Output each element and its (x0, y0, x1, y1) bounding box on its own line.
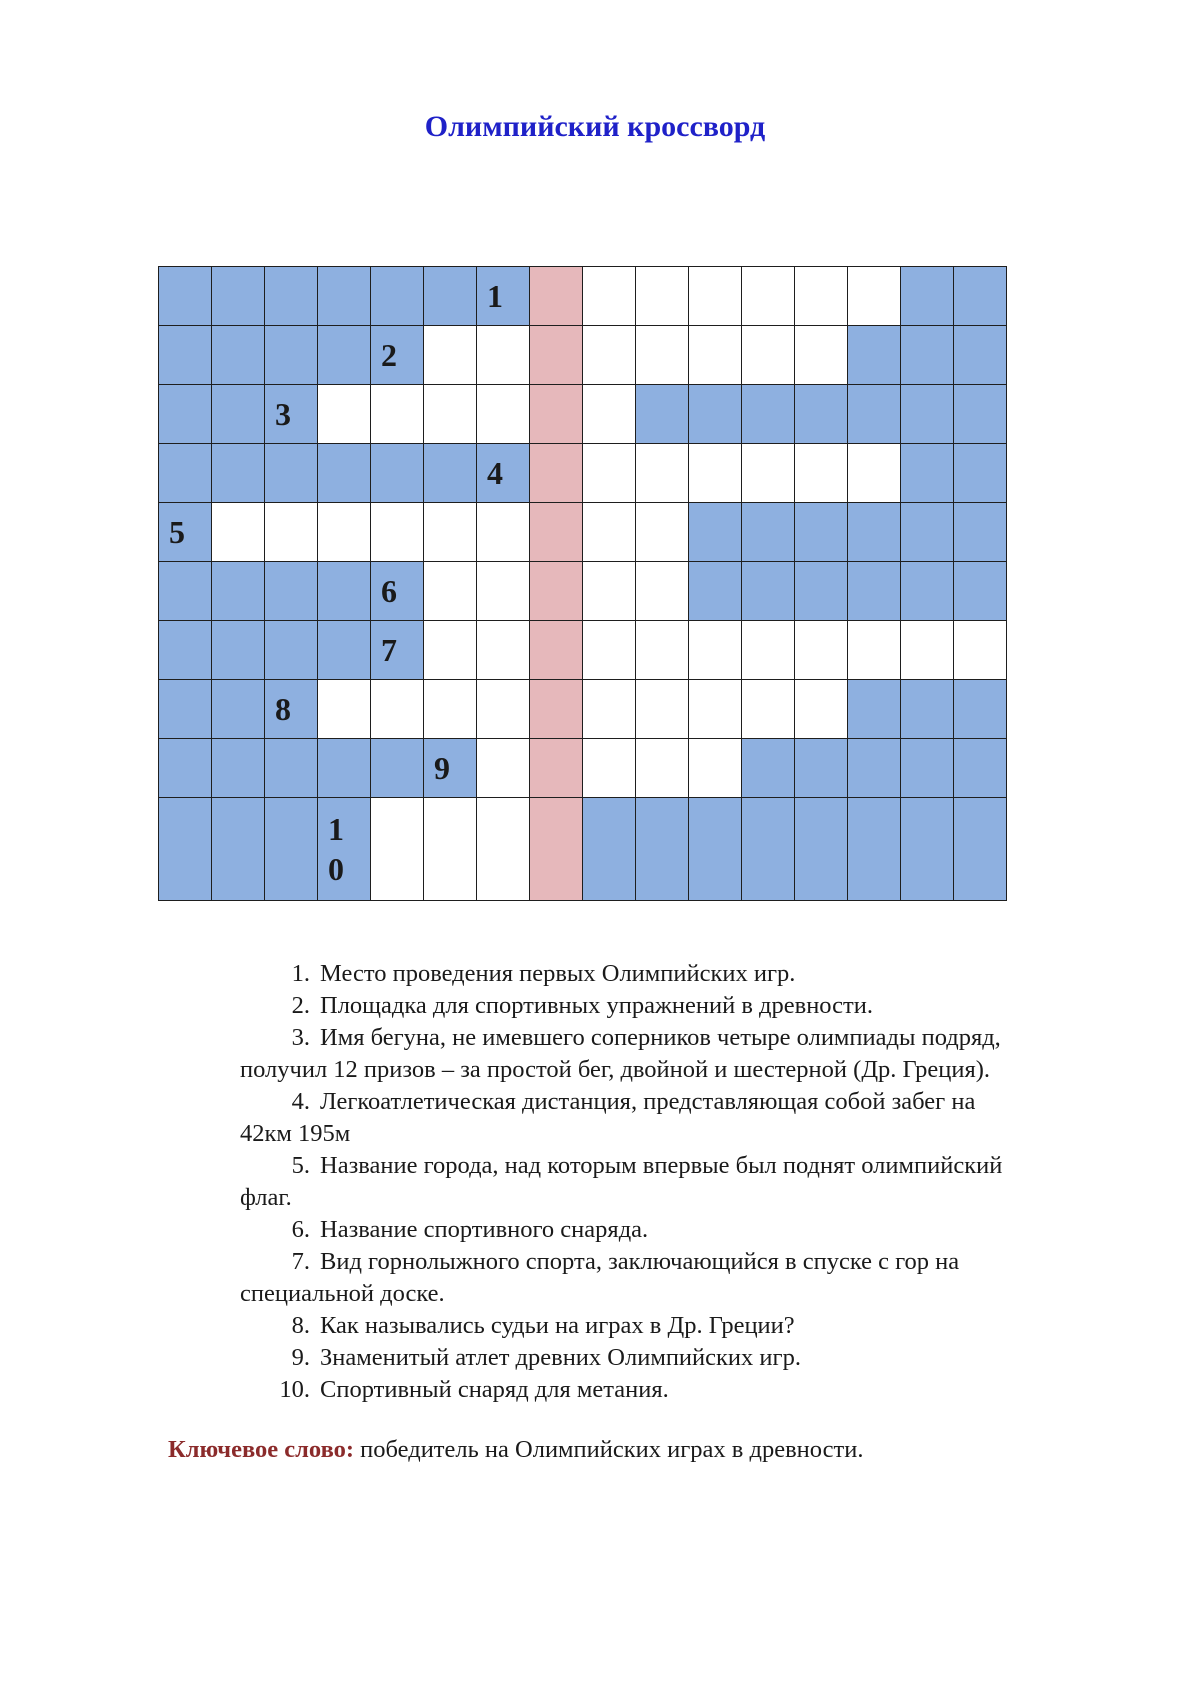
keyword-cell (530, 385, 583, 444)
keyword-cell (530, 680, 583, 739)
blank-cell (371, 444, 424, 503)
blank-cell (265, 326, 318, 385)
answer-cell (424, 385, 477, 444)
clue-number-cell (318, 798, 371, 901)
keyword-cell (530, 621, 583, 680)
blank-cell (901, 385, 954, 444)
blank-cell (689, 798, 742, 901)
answer-cell (265, 503, 318, 562)
blank-cell (689, 503, 742, 562)
blank-cell (848, 385, 901, 444)
blank-cell (901, 562, 954, 621)
answer-cell (477, 621, 530, 680)
grid-row (159, 385, 1007, 444)
answer-cell (424, 562, 477, 621)
answer-cell (424, 503, 477, 562)
answer-cell (742, 444, 795, 503)
clue-item-text: Название города, над которым впервые был поднят олимпийский (320, 1152, 1003, 1179)
answer-cell (742, 267, 795, 326)
grid-row (159, 326, 1007, 385)
clue-item (240, 958, 1100, 990)
blank-cell (265, 621, 318, 680)
clue-number: 4 (487, 455, 503, 491)
blank-cell (901, 680, 954, 739)
blank-cell (318, 739, 371, 798)
blank-cell (795, 562, 848, 621)
blank-cell (371, 267, 424, 326)
answer-cell (477, 326, 530, 385)
blank-cell (954, 798, 1007, 901)
keyword-cell (530, 739, 583, 798)
blank-cell (212, 267, 265, 326)
clue-number: 3 (275, 396, 291, 432)
clue-number: 0 (328, 851, 344, 887)
blank-cell (636, 798, 689, 901)
clue-item (240, 1150, 1100, 1182)
blank-cell (318, 621, 371, 680)
answer-cell (583, 267, 636, 326)
answer-cell (636, 503, 689, 562)
grid-row (159, 503, 1007, 562)
blank-cell (689, 562, 742, 621)
clue-item (240, 1246, 1100, 1278)
clue-number-cell (477, 444, 530, 503)
answer-cell (583, 326, 636, 385)
answer-cell (371, 385, 424, 444)
blank-cell (848, 798, 901, 901)
answer-cell (689, 326, 742, 385)
blank-cell (795, 385, 848, 444)
answer-cell (636, 267, 689, 326)
answer-cell (477, 385, 530, 444)
blank-cell (954, 326, 1007, 385)
clue-item (240, 1342, 1100, 1374)
clue-number: 6 (381, 573, 397, 609)
answer-cell (371, 503, 424, 562)
keyword-cell (530, 562, 583, 621)
blank-cell (689, 385, 742, 444)
answer-cell (795, 444, 848, 503)
clue-item-number: 1. (291, 960, 310, 987)
answer-cell (371, 680, 424, 739)
answer-cell (636, 562, 689, 621)
answer-cell (424, 621, 477, 680)
clue-item-continuation: флаг. (240, 1184, 292, 1211)
keyword-label: Ключевое слово: (168, 1436, 355, 1463)
blank-cell (954, 562, 1007, 621)
answer-cell (795, 680, 848, 739)
answer-cell (954, 621, 1007, 680)
keyword-text: победитель на Олимпийских играх в древности. (354, 1436, 864, 1463)
clue-number-cell (477, 267, 530, 326)
answer-cell (795, 621, 848, 680)
clue-item (240, 1022, 1100, 1054)
clue-item-text: Место проведения первых Олимпийских игр. (320, 960, 796, 987)
answer-cell (212, 503, 265, 562)
blank-cell (318, 562, 371, 621)
answer-cell (583, 444, 636, 503)
blank-cell (318, 267, 371, 326)
blank-cell (848, 739, 901, 798)
clue-item-number: 2. (291, 992, 310, 1019)
clue-item (240, 1214, 1100, 1246)
answer-cell (848, 267, 901, 326)
answer-cell (583, 739, 636, 798)
clue-item-number: 4. (291, 1088, 310, 1115)
blank-cell (159, 385, 212, 444)
answer-cell (742, 680, 795, 739)
answer-cell (689, 444, 742, 503)
clue-item (240, 1374, 1100, 1406)
blank-cell (212, 798, 265, 901)
keyword-cell (530, 798, 583, 901)
clue-item-number: 8. (291, 1312, 310, 1339)
keyword-line (168, 1436, 863, 1464)
blank-cell (212, 444, 265, 503)
clue-number: 1 (487, 278, 503, 314)
blank-cell (212, 562, 265, 621)
blank-cell (424, 444, 477, 503)
answer-cell (583, 562, 636, 621)
blank-cell (954, 444, 1007, 503)
grid-row (159, 798, 1007, 901)
clue-number: 9 (434, 750, 450, 786)
answer-cell (636, 444, 689, 503)
clue-item-text: Название спортивного снаряда. (320, 1216, 649, 1243)
blank-cell (742, 798, 795, 901)
clue-item-continuation: специальной доске. (240, 1280, 445, 1307)
answer-cell (848, 444, 901, 503)
blank-cell (212, 326, 265, 385)
grid-row (159, 680, 1007, 739)
blank-cell (159, 739, 212, 798)
clue-item-number: 5. (291, 1152, 310, 1179)
answer-cell (371, 798, 424, 901)
blank-cell (742, 562, 795, 621)
blank-cell (212, 385, 265, 444)
clue-item-number: 3. (291, 1024, 310, 1051)
clue-number: 2 (381, 337, 397, 373)
clue-item (240, 1310, 1100, 1342)
answer-cell (689, 680, 742, 739)
keyword-cell (530, 267, 583, 326)
blank-cell (159, 562, 212, 621)
answer-cell (689, 739, 742, 798)
answer-cell (477, 798, 530, 901)
blank-cell (901, 739, 954, 798)
clue-number-cell (371, 562, 424, 621)
answer-cell (583, 680, 636, 739)
blank-cell (901, 444, 954, 503)
blank-cell (159, 621, 212, 680)
blank-cell (954, 680, 1007, 739)
blank-cell (848, 503, 901, 562)
clue-number-cell (371, 326, 424, 385)
grid-row (159, 444, 1007, 503)
answer-cell (583, 621, 636, 680)
clue-item (240, 990, 1100, 1022)
clue-number-cell (159, 503, 212, 562)
clue-item (240, 1086, 1100, 1118)
blank-cell (901, 326, 954, 385)
answer-cell (583, 503, 636, 562)
clue-item-continuation: получил 12 призов – за простой бег, двойной и шестерной (Др. Греция). (240, 1056, 991, 1083)
answer-cell (901, 621, 954, 680)
answer-cell (689, 621, 742, 680)
blank-cell (901, 503, 954, 562)
answer-cell (636, 621, 689, 680)
blank-cell (583, 798, 636, 901)
answer-cell (424, 798, 477, 901)
keyword-cell (530, 326, 583, 385)
answer-cell (636, 326, 689, 385)
blank-cell (318, 326, 371, 385)
blank-cell (901, 267, 954, 326)
answer-cell (424, 326, 477, 385)
clue-number: 1 (328, 811, 344, 847)
blank-cell (954, 267, 1007, 326)
grid-row (159, 562, 1007, 621)
keyword-cell (530, 444, 583, 503)
crossword-grid (158, 266, 1007, 901)
clue-number: 7 (381, 632, 397, 668)
clue-number-cell (265, 680, 318, 739)
blank-cell (265, 267, 318, 326)
clue-item-text: Вид горнолыжного спорта, заключающийся в спуске с гор на (320, 1248, 960, 1275)
answer-cell (477, 680, 530, 739)
answer-cell (477, 503, 530, 562)
keyword-cell (530, 503, 583, 562)
clue-item-text: Площадка для спортивных упражнений в древности. (320, 992, 873, 1019)
clue-item-text: Спортивный снаряд для метания. (320, 1376, 669, 1403)
clue-item-number: 6. (291, 1216, 310, 1243)
blank-cell (265, 562, 318, 621)
blank-cell (636, 385, 689, 444)
clue-item-text: Как назывались судьи на играх в Др. Греции? (320, 1312, 795, 1339)
answer-cell (636, 739, 689, 798)
blank-cell (848, 680, 901, 739)
answer-cell (795, 267, 848, 326)
answer-cell (848, 621, 901, 680)
clue-item-text: Знаменитый атлет древних Олимпийских игр. (320, 1344, 801, 1371)
clue-number-cell (424, 739, 477, 798)
blank-cell (424, 267, 477, 326)
clue-item-number: 10. (279, 1376, 310, 1403)
blank-cell (159, 326, 212, 385)
answer-cell (318, 385, 371, 444)
blank-cell (159, 444, 212, 503)
clue-item-text: Легкоатлетическая дистанция, представляющая собой забег на (320, 1088, 976, 1115)
blank-cell (159, 267, 212, 326)
blank-cell (265, 739, 318, 798)
clue-item-number: 7. (291, 1248, 310, 1275)
blank-cell (795, 503, 848, 562)
clue-list (240, 958, 1100, 1406)
blank-cell (212, 621, 265, 680)
clue-item-number: 9. (291, 1344, 310, 1371)
blank-cell (371, 739, 424, 798)
clue-item-text: Имя бегуна, не имевшего соперников четыре олимпиады подряд, (320, 1024, 1001, 1051)
answer-cell (742, 621, 795, 680)
grid-row (159, 739, 1007, 798)
answer-cell (477, 562, 530, 621)
answer-cell (318, 503, 371, 562)
blank-cell (318, 444, 371, 503)
grid-row (159, 621, 1007, 680)
blank-cell (795, 739, 848, 798)
blank-cell (954, 503, 1007, 562)
blank-cell (212, 739, 265, 798)
clue-item-continuation: 42км 195м (240, 1120, 351, 1147)
answer-cell (636, 680, 689, 739)
blank-cell (212, 680, 265, 739)
blank-cell (954, 385, 1007, 444)
blank-cell (742, 739, 795, 798)
clue-number-cell (371, 621, 424, 680)
grid-row (159, 267, 1007, 326)
answer-cell (583, 385, 636, 444)
answer-cell (318, 680, 371, 739)
answer-cell (742, 326, 795, 385)
blank-cell (848, 562, 901, 621)
answer-cell (477, 739, 530, 798)
answer-cell (795, 326, 848, 385)
blank-cell (159, 798, 212, 901)
clue-number-cell (265, 385, 318, 444)
blank-cell (742, 503, 795, 562)
page-title: Олимпийский кроссворд (424, 110, 766, 143)
answer-cell (424, 680, 477, 739)
blank-cell (848, 326, 901, 385)
blank-cell (265, 444, 318, 503)
answer-cell (689, 267, 742, 326)
blank-cell (954, 739, 1007, 798)
blank-cell (159, 680, 212, 739)
blank-cell (795, 798, 848, 901)
blank-cell (265, 798, 318, 901)
clue-number: 8 (275, 691, 291, 727)
blank-cell (901, 798, 954, 901)
blank-cell (742, 385, 795, 444)
clue-number: 5 (169, 514, 185, 550)
